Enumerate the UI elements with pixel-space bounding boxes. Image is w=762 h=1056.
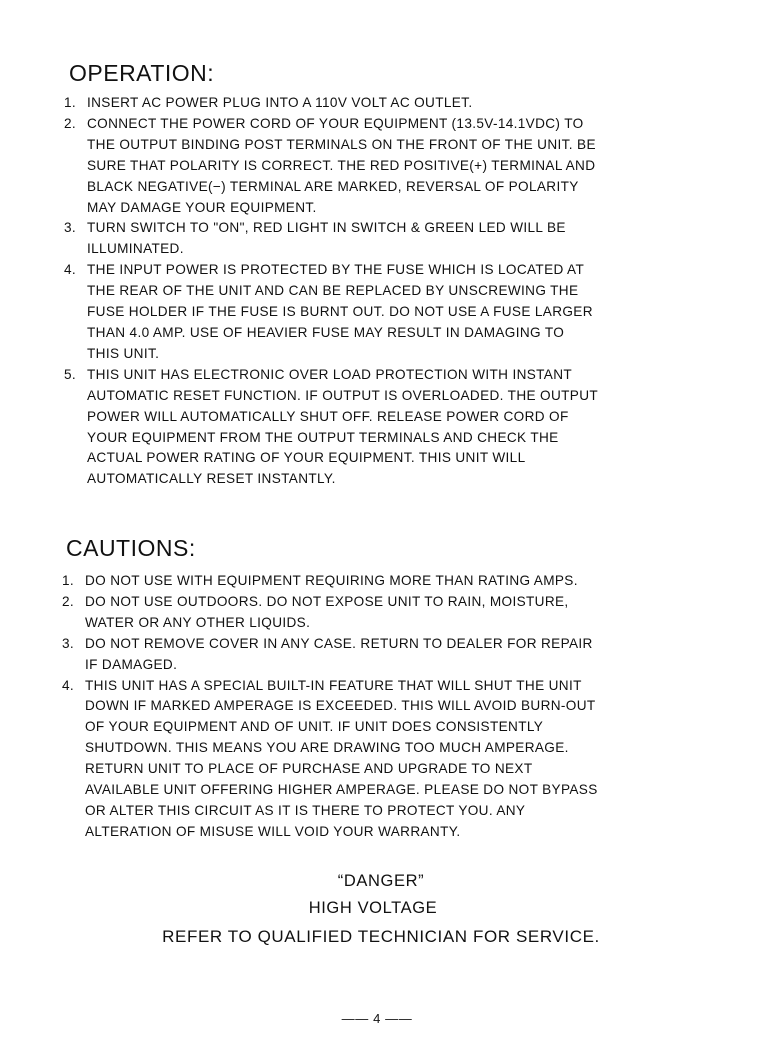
item-number: 5. bbox=[64, 366, 77, 382]
item-text-line: SURE THAT POLARITY IS CORRECT. THE RED POSITIVE(+) TERMINAL AND bbox=[87, 157, 596, 173]
high-voltage-warning: HIGH VOLTAGE bbox=[308, 899, 438, 917]
item-number: 4. bbox=[64, 262, 77, 278]
item-text-line: BLACK NEGATIVE(−) TERMINAL ARE MARKED, REVERSAL OF POLARITY bbox=[87, 178, 579, 194]
list-item bbox=[62, 676, 704, 843]
item-text-line: THE INPUT POWER IS PROTECTED BY THE FUSE WHICH IS LOCATED AT bbox=[87, 262, 585, 278]
item-text-line: WATER OR ANY OTHER LIQUIDS. bbox=[85, 614, 311, 630]
page-number: —— 4 —— bbox=[341, 1011, 413, 1026]
item-text-line: THIS UNIT HAS A SPECIAL BUILT-IN FEATURE THAT WILL SHUT THE UNIT bbox=[85, 677, 582, 693]
item-text-line: DO NOT USE WITH EQUIPMENT REQUIRING MORE THAN RATING AMPS. bbox=[85, 573, 578, 588]
item-text-line: POWER WILL AUTOMATICALLY SHUT OFF. RELEASE POWER CORD OF bbox=[87, 408, 569, 424]
item-text-line: DO NOT USE OUTDOORS. DO NOT EXPOSE UNIT TO RAIN, MOISTURE, bbox=[85, 593, 569, 609]
item-number: 3. bbox=[62, 635, 75, 651]
list-item bbox=[64, 365, 704, 490]
item-text-line: INSERT AC POWER PLUG INTO A 110V VOLT AC OUTLET. bbox=[87, 95, 473, 110]
operation-list bbox=[64, 93, 704, 490]
list-item bbox=[62, 634, 704, 676]
item-text-line: THE REAR OF THE UNIT AND CAN BE REPLACED BY UNSCREWING THE bbox=[87, 283, 579, 299]
item-text-line: THE OUTPUT BINDING POST TERMINALS ON THE FRONT OF THE UNIT. BE bbox=[87, 136, 596, 152]
operation-heading: OPERATION: bbox=[69, 60, 215, 86]
item-text-line: DO NOT REMOVE COVER IN ANY CASE. RETURN TO DEALER FOR REPAIR bbox=[85, 635, 593, 651]
list-item bbox=[64, 93, 704, 114]
item-text-line: MAY DAMAGE YOUR EQUIPMENT. bbox=[87, 199, 317, 215]
list-item bbox=[64, 114, 704, 219]
item-text-line: CONNECT THE POWER CORD OF YOUR EQUIPMENT (13.5V-14.1VDC) TO bbox=[87, 115, 584, 131]
item-text-line: ACTUAL POWER RATING OF YOUR EQUIPMENT. THIS UNIT WILL bbox=[87, 450, 526, 466]
list-item bbox=[62, 592, 704, 634]
item-number: 1. bbox=[62, 573, 75, 588]
item-number: 2. bbox=[64, 115, 77, 131]
item-text-line: AUTOMATICALLY RESET INSTANTLY. bbox=[87, 471, 336, 487]
list-item bbox=[62, 571, 704, 592]
item-number: 1. bbox=[64, 95, 77, 110]
item-text-line: IF DAMAGED. bbox=[85, 656, 178, 672]
item-text-line: OR ALTER THIS CIRCUIT AS IT IS THERE TO PROTECT YOU. ANY bbox=[85, 802, 526, 818]
item-text-line: RETURN UNIT TO PLACE OF PURCHASE AND UPGRADE TO NEXT bbox=[85, 761, 533, 777]
item-text-line: AVAILABLE UNIT OFFERING HIGHER AMPERAGE. PLEASE DO NOT BYPASS bbox=[85, 782, 598, 798]
item-text-line: SHUTDOWN. THIS MEANS YOU ARE DRAWING TOO MUCH AMPERAGE. bbox=[85, 740, 569, 756]
item-text-line: THIS UNIT HAS ELECTRONIC OVER LOAD PROTECTION WITH INSTANT bbox=[87, 366, 573, 382]
danger-title: “DANGER” bbox=[337, 872, 425, 890]
item-text-line: FUSE HOLDER IF THE FUSE IS BURNT OUT. DO NOT USE A FUSE LARGER bbox=[87, 304, 593, 320]
item-text-line: AUTOMATIC RESET FUNCTION. IF OUTPUT IS OVERLOADED. THE OUTPUT bbox=[87, 387, 599, 403]
item-text-line: TURN SWITCH TO "ON", RED LIGHT IN SWITCH & GREEN LED WILL BE bbox=[87, 220, 566, 236]
list-item bbox=[64, 260, 704, 365]
item-text-line: THAN 4.0 AMP. USE OF HEAVIER FUSE MAY RESULT IN DAMAGING TO bbox=[87, 324, 565, 340]
item-number: 4. bbox=[62, 677, 75, 693]
item-text-line: DOWN IF MARKED AMPERAGE IS EXCEEDED. THIS WILL AVOID BURN-OUT bbox=[85, 698, 596, 714]
item-text-line: ILLUMINATED. bbox=[87, 241, 184, 257]
item-text-line: THIS UNIT. bbox=[87, 345, 160, 361]
item-text-line: OF YOUR EQUIPMENT AND OF UNIT. IF UNIT DOES CONSISTENTLY bbox=[85, 719, 544, 735]
cautions-heading: CAUTIONS: bbox=[66, 535, 196, 561]
item-number: 2. bbox=[62, 593, 75, 609]
item-text-line: ALTERATION OF MISUSE WILL VOID YOUR WARRANTY. bbox=[85, 823, 461, 839]
item-number: 3. bbox=[64, 220, 77, 236]
item-text-line: YOUR EQUIPMENT FROM THE OUTPUT TERMINALS AND CHECK THE bbox=[87, 429, 559, 445]
service-notice: REFER TO QUALIFIED TECHNICIAN FOR SERVICE. bbox=[162, 927, 600, 946]
cautions-list bbox=[62, 571, 704, 843]
list-item bbox=[64, 218, 704, 260]
